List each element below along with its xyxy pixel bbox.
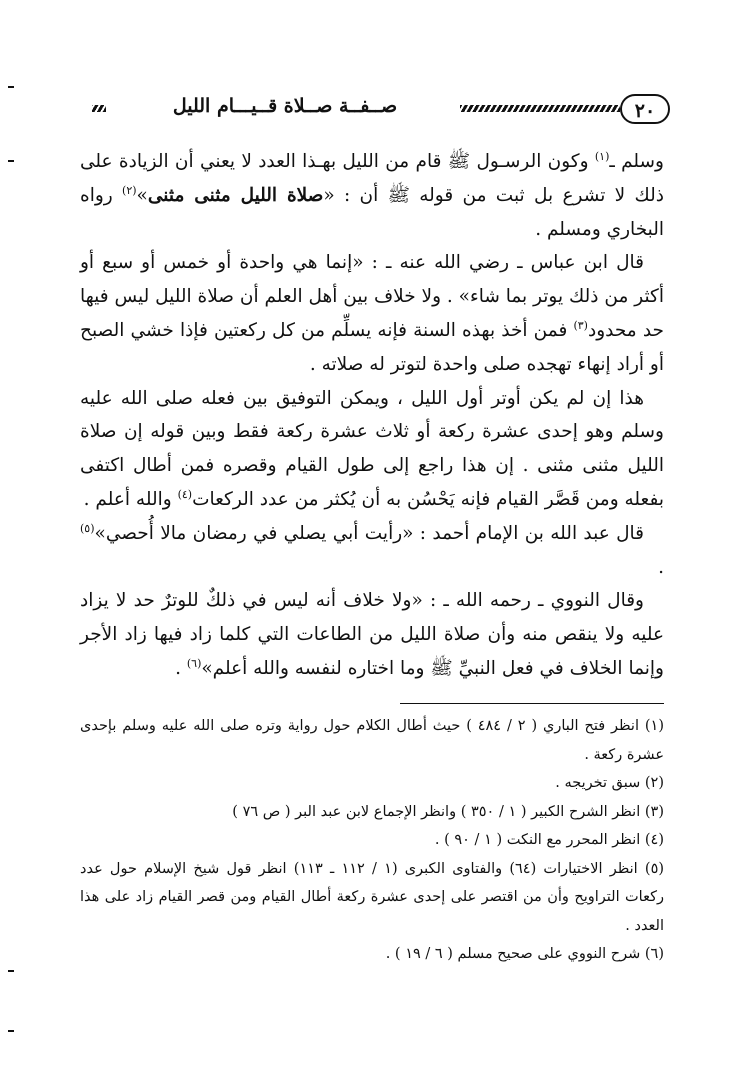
margin-mark [8,970,14,972]
paragraph [80,246,664,381]
text-run: قال عبد الله بن الإمام أحمد : «رأيت أبي يصلي في رمضان مالا أُحصي» [94,522,644,544]
footnote: (١) انظر فتح الباري ( ٢ / ٤٨٤ ) حيث أطال الكلام حول رواية وتره صلى الله عليه وسلم بإحدى عشرة ركعة . [80,718,664,763]
margin-mark [8,86,14,88]
page-header [84,92,670,128]
footnote-ref[interactable]: (٢) [122,183,137,197]
text-run: فمن أخذ بهذه السنة فإنه يسلِّم من كل ركعتين فإذا خشي الصبح أو أراد إنهاء تهجده صلى واحدة لتوتر له صلاته . [80,319,664,375]
text-run: وسلم ـ [609,151,664,172]
text-run: وقال النووي ـ رحمه الله ـ : «ولا خلاف أنه ليس في ذلكٌ للوترٌ حد لا يزاد عليه ولا ينقص منه وأن صلاة الليل من الطاعات التي كلما زاد فيها زاد الأجر وإنما الخلاف في فعل النبيِّ ﷺ وما اختاره لنفسه والله أعلم» [80,590,664,679]
paragraph [80,517,664,585]
text-run: قال ابن عباس ـ رضي الله عنه ـ : «إنما هي واحدة أو خمس أو سبع أو أكثر من ذلك يوتر بما شاء» . ولا خلاف بين أهل العلم أن صلاة الليل ليس فيها حد محدود [80,252,664,341]
margin-mark [8,160,14,162]
footnote: (٥) انظر الاختيارات (٦٤) والفتاوى الكبرى (١ / ١١٢ ـ ١١٣) انظر قول شيخ الإسلام حول عدد ركعات التراويح وأن من اقتصر على إحدى عشرة ركعة أطال القيام ومن قصر القيام زاد على هذا العدد . [80,860,665,934]
footnote: (٢) سبق تخريجه . [555,775,664,791]
footnote-ref[interactable]: (٥) [80,521,95,535]
footnotes [80,712,664,969]
text-run: » [136,184,148,206]
hadith-quote: صلاة الليل مثنى مثنى [147,184,324,206]
page-number: ٢٠ [620,94,670,124]
text-run: والله أعلم . [83,488,178,510]
text-run: رواه البخاري ومسلم . [80,184,664,240]
footnote: (٤) انظر المحرر مع النكت ( ١ / ٩٠ ) . [434,832,664,848]
footnote-ref[interactable]: (١) [594,149,610,163]
text-run: هذا إن لم يكن أوتر أول الليل ، ويمكن التوفيق بين فعله صلى الله عليه وسلم وهو إحدى عشرة ركعة أو ثلاث عشرة ركعة فقط وبين قوله إن صلاة الليل مثنى مثنى . إن هذا راجع إلى طول القيام وقصره فمن أطال اكتفى بفعله ومن قَصَّر القيام فإنه يَحْسُن به أن يُكثر من عدد الركعات [80,387,664,510]
main-text [80,145,664,686]
text-run: . [658,556,664,578]
margin-mark [8,1030,14,1032]
footnote-separator [400,703,664,704]
footnote-ref[interactable]: (٤) [177,487,193,501]
footnote: (٣) انظر الشرح الكبير ( ١ / ٣٥٠ ) وانظر الإجماع لابن عبد البر ( ص ٧٦ ) [232,803,664,820]
paragraph [80,145,664,246]
text-run: وكون الرسـول ﷺ قام من الليل بهـذا العدد لا يعني أن الزيادة على ذلك لا تشرع بل ثبت من قوله ﷺ أن : « [80,151,664,206]
paragraph [80,584,664,685]
text-run: . [175,657,187,679]
paragraph [80,382,664,517]
footnote-ref[interactable]: (٦) [186,656,202,670]
running-title: صــفــة صــلاة قــيـــام الليل [172,95,398,117]
header-rule-end [92,105,106,112]
footnote-ref[interactable]: (٣) [573,318,588,332]
footnote: (٦) شرح النووي على صحيح مسلم ( ٦ / ١٩ ) . [385,946,664,962]
header-rule [460,105,620,112]
